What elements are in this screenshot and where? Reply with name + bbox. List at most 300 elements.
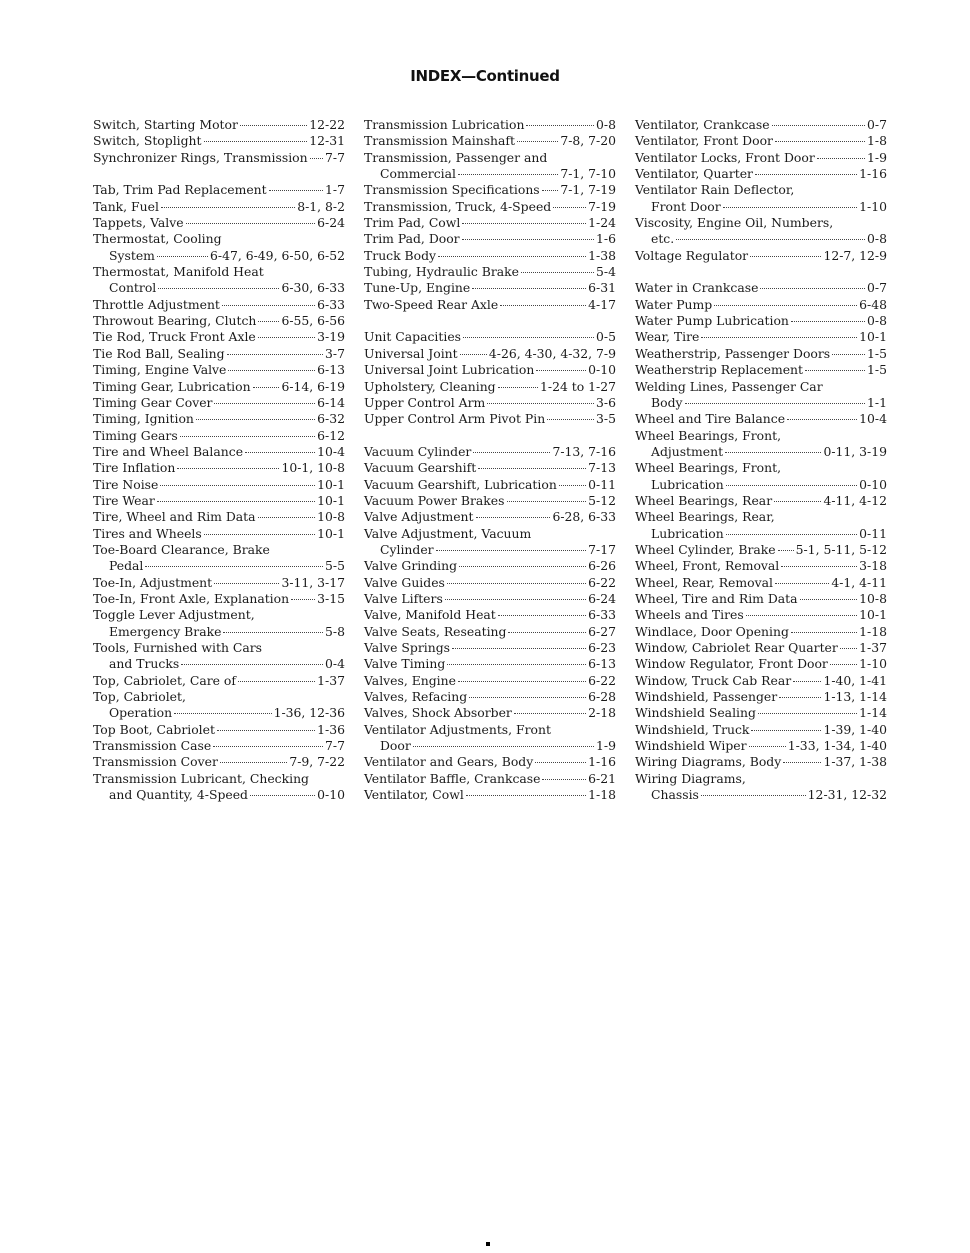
index-entry (364, 558, 616, 574)
page-reference: 6-28 (588, 689, 616, 705)
index-term: Windshield Sealing (635, 705, 756, 721)
page-reference: 1-36 (317, 721, 345, 737)
page-reference: 12-31 (309, 133, 345, 149)
index-entry (93, 280, 345, 296)
dot-leader (685, 403, 866, 404)
page-mark (486, 1242, 490, 1246)
index-entry (93, 444, 345, 460)
page-reference: 7-1, 7-10 (560, 166, 616, 182)
dot-leader (772, 125, 865, 126)
dot-leader (542, 779, 586, 780)
index-term: and Trucks (109, 656, 180, 672)
dot-leader (269, 190, 323, 191)
index-term: Ventilator, Front Door (635, 133, 773, 149)
page-reference: 0-10 (317, 787, 345, 803)
page-reference: 3-19 (317, 329, 345, 345)
index-entry (364, 722, 616, 738)
index-entry (635, 428, 887, 444)
index-entry (93, 542, 345, 558)
index-term: Wheel, Tire and Rim Data (635, 590, 798, 606)
index-term: Upholstery, Cleaning (364, 378, 496, 394)
index-term: Water in Crankcase (635, 280, 759, 296)
index-term: Wheel, Front, Removal (635, 558, 780, 574)
index-term: Window, Cabriolet Rear Quarter (635, 640, 838, 655)
index-entry (635, 689, 887, 705)
page-reference: 4-11, 4-12 (823, 492, 887, 508)
index-term: Door (380, 738, 411, 754)
index-term: Valves, Engine (364, 672, 456, 688)
dot-leader (214, 583, 279, 584)
page-reference: 6-55, 6-56 (281, 313, 345, 329)
index-entry (93, 329, 345, 345)
page-reference: 6-22 (588, 672, 616, 688)
dot-leader (436, 550, 587, 551)
index-term: Throwout Bearing, Clutch (93, 313, 257, 329)
dot-leader (840, 648, 857, 649)
index-term: Upper Control Arm (364, 394, 486, 410)
dot-leader (514, 713, 586, 714)
index-entry (635, 313, 887, 329)
index-term: Window, Truck Cab Rear (635, 672, 792, 688)
page-reference: 12-7, 12-9 (823, 247, 887, 263)
index-entry (635, 133, 887, 149)
dot-leader (447, 583, 586, 584)
index-term: Valve, Manifold Heat (364, 607, 496, 623)
page-reference: 10-1 (317, 525, 345, 541)
index-term: Timing Gears (93, 427, 178, 443)
index-term: Top Boot, Cabriolet (93, 721, 215, 737)
index-column-2 (364, 117, 616, 803)
dot-leader (452, 648, 586, 649)
dot-leader (783, 762, 821, 763)
index-entry (635, 477, 887, 493)
page-reference: 6-21 (588, 770, 616, 786)
index-entry (364, 656, 616, 672)
dot-leader (258, 337, 315, 338)
index-term: Toe-In, Adjustment (93, 574, 213, 590)
index-entry (364, 199, 616, 215)
index-term: Water Pump Lubrication (635, 313, 789, 329)
index-entry (93, 738, 345, 754)
dot-leader (778, 550, 794, 551)
index-entry (635, 395, 887, 411)
index-term: Wear, Tire (635, 329, 700, 345)
index-term: Valve Guides (364, 574, 445, 590)
page-reference: 10-1 (317, 492, 345, 508)
index-entry (364, 477, 616, 493)
index-entry (93, 787, 345, 803)
index-term: Valves, Shock Absorber (364, 705, 512, 721)
dot-leader (476, 517, 551, 518)
index-entry (635, 640, 887, 656)
page-reference: 3-5 (596, 411, 616, 427)
index-term: Vacuum Power Brakes (364, 492, 505, 508)
index-term: Valve Grinding (364, 558, 458, 574)
page-reference: 1-9 (596, 738, 616, 754)
dot-leader (181, 664, 323, 665)
page-reference: 7-7 (325, 738, 345, 754)
dot-leader (160, 485, 315, 486)
page-reference: 7-1, 7-19 (560, 182, 616, 198)
index-entry (635, 117, 887, 133)
dot-leader (478, 468, 586, 469)
dot-leader (258, 321, 279, 322)
dot-leader (508, 632, 586, 633)
index-entry (93, 771, 345, 787)
index-entry (364, 379, 616, 395)
index-term: Wiring Diagrams, Body (635, 754, 782, 770)
index-entry (635, 624, 887, 640)
index-term: Timing, Engine Valve (93, 362, 227, 378)
index-term: Welding Lines, Passenger Car (635, 378, 823, 394)
index-entry (364, 215, 616, 231)
index-entry (364, 133, 616, 149)
dot-leader (726, 485, 857, 486)
index-entry (635, 182, 887, 198)
page-reference: 3-6 (596, 394, 616, 410)
index-entry (635, 215, 887, 231)
index-column-1 (93, 117, 345, 803)
index-term: Front Door (651, 198, 721, 214)
page-reference: 0-8 (596, 117, 616, 132)
dot-leader (291, 599, 315, 600)
index-term: Transmission Case (93, 738, 212, 754)
dot-leader (245, 452, 315, 453)
index-entry (93, 722, 345, 738)
dot-leader (542, 190, 559, 191)
index-term: Adjustment (651, 443, 724, 459)
index-term: Vacuum Gearshift, Lubrication (364, 476, 557, 492)
dot-leader (553, 207, 586, 208)
index-entry (635, 754, 887, 770)
index-entry (93, 509, 345, 525)
page-reference: 6-33 (588, 607, 616, 623)
dot-leader (830, 664, 857, 665)
page-reference: 7-19 (588, 198, 616, 214)
index-term: Operation (109, 705, 173, 721)
index-term: Windshield Wiper (635, 738, 747, 754)
index-entry (93, 607, 345, 623)
index-entry (93, 493, 345, 509)
index-term: Cylinder (380, 541, 434, 557)
dot-leader (725, 452, 821, 453)
index-entry (93, 199, 345, 215)
index-entry (635, 460, 887, 476)
index-term: and Quantity, 4-Speed (109, 787, 248, 803)
page-reference: 6-14 (317, 394, 345, 410)
index-entry (364, 362, 616, 378)
index-entry (93, 558, 345, 574)
index-entry (635, 329, 887, 345)
index-term: Switch, Starting Motor (93, 117, 238, 132)
index-entry (93, 248, 345, 264)
page-reference: 1-37 (859, 640, 887, 655)
index-term: Top, Cabriolet, (93, 689, 186, 705)
dot-leader (500, 305, 586, 306)
index-term: Viscosity, Engine Oil, Numbers, (635, 215, 834, 231)
index-entry (93, 689, 345, 705)
page-reference: 1-10 (859, 198, 887, 214)
page-reference: 1-37, 1-38 (823, 754, 887, 770)
index-entry (93, 754, 345, 770)
dot-leader (746, 615, 857, 616)
index-term: Valve Lifters (364, 590, 443, 606)
index-term: Two-Speed Rear Axle (364, 296, 499, 312)
page-reference: 6-30, 6-33 (281, 280, 345, 296)
index-term: Commercial (380, 166, 456, 182)
dot-leader (213, 746, 323, 747)
index-term: Transmission Specifications (364, 182, 540, 198)
index-entry (635, 493, 887, 509)
index-entry (364, 182, 616, 198)
index-entry (93, 264, 345, 280)
page-reference: 10-1 (317, 476, 345, 492)
index-entry (635, 411, 887, 427)
page-reference: 3-7 (325, 345, 345, 361)
index-term: Control (109, 280, 157, 296)
index-term: Top, Cabriolet, Care of (93, 672, 236, 688)
index-entry (364, 395, 616, 411)
dot-leader (413, 746, 594, 747)
index-term: Truck Body (364, 247, 437, 263)
page-reference: 1-6 (596, 231, 616, 247)
index-entry (364, 297, 616, 313)
index-entry (93, 526, 345, 542)
dot-leader (701, 337, 857, 338)
index-entry (635, 379, 887, 395)
dot-leader (459, 566, 586, 567)
dot-leader (222, 305, 315, 306)
page-reference: 2-18 (588, 705, 616, 721)
index-entry (364, 493, 616, 509)
index-term: Trim Pad, Door (364, 231, 460, 247)
page-reference: 1-8 (867, 133, 887, 149)
dot-leader (196, 419, 315, 420)
index-term: Weatherstrip Replacement (635, 362, 804, 378)
index-term: Valve Timing (364, 656, 446, 672)
page-reference: 1-24 (588, 215, 616, 231)
page-reference: 4-26, 4-30, 4-32, 7-9 (488, 345, 616, 361)
index-entry (364, 231, 616, 247)
dot-leader (805, 370, 865, 371)
dot-leader (755, 174, 857, 175)
index-entry (364, 117, 616, 133)
page-reference: 6-24 (588, 590, 616, 606)
index-term: Ventilator, Crankcase (635, 117, 770, 132)
page-reference: 3-15 (317, 590, 345, 606)
index-term: Wiring Diagrams, (635, 770, 746, 786)
page-reference: 7-7 (325, 149, 345, 165)
index-entry (635, 362, 887, 378)
letter-group-spacer (364, 428, 616, 444)
page-reference: 6-27 (588, 623, 616, 639)
dot-leader (800, 599, 858, 600)
index-term: Upper Control Arm Pivot Pin (364, 411, 546, 427)
index-entry (93, 591, 345, 607)
index-entry (364, 526, 616, 542)
index-entry (364, 754, 616, 770)
index-entry (635, 150, 887, 166)
dot-leader (791, 632, 857, 633)
dot-leader (145, 566, 323, 567)
index-entry (93, 346, 345, 362)
index-entry (364, 575, 616, 591)
index-term: Thermostat, Manifold Heat (93, 264, 264, 280)
index-entry (93, 297, 345, 313)
letter-group-spacer (635, 264, 887, 280)
index-entry (635, 166, 887, 182)
page-reference: 1-16 (588, 754, 616, 770)
dot-leader (723, 207, 858, 208)
dot-leader (701, 795, 806, 796)
dot-leader (217, 730, 315, 731)
index-term: Transmission, Passenger and (364, 149, 548, 165)
dot-leader (463, 337, 594, 338)
page-reference: 1-24 to 1-27 (540, 378, 616, 394)
index-entry (635, 558, 887, 574)
index-entry (93, 362, 345, 378)
dot-leader (758, 713, 857, 714)
index-entry (635, 722, 887, 738)
page-reference: 6-33 (317, 296, 345, 312)
page-reference: 1-14 (859, 705, 887, 721)
page-reference: 1-33, 1-34, 1-40 (787, 738, 887, 754)
index-entry (635, 199, 887, 215)
dot-leader (472, 288, 586, 289)
index-entry (93, 460, 345, 476)
dot-leader (460, 354, 487, 355)
dot-leader (174, 713, 271, 714)
page-reference: 1-39, 1-40 (823, 721, 887, 737)
index-entry (364, 166, 616, 182)
index-term: Tires and Wheels (93, 525, 202, 541)
page-reference: 6-32 (317, 411, 345, 427)
page-reference: 10-1 (859, 329, 887, 345)
dot-leader (458, 681, 586, 682)
page-reference: 6-13 (588, 656, 616, 672)
index-entry (635, 787, 887, 803)
page-reference: 5-8 (325, 623, 345, 639)
index-term: Wheel Bearings, Rear (635, 492, 773, 508)
index-entry (364, 150, 616, 166)
page-reference: 1-9 (867, 149, 887, 165)
index-entry (93, 428, 345, 444)
index-entry (93, 395, 345, 411)
page-reference: 0-8 (867, 313, 887, 329)
page-reference: 6-48 (859, 296, 887, 312)
page-reference: 12-22 (309, 117, 345, 132)
index-entry (635, 738, 887, 754)
index-entry (93, 705, 345, 721)
index-entry (364, 640, 616, 656)
page-reference: 1-40, 1-41 (823, 672, 887, 688)
index-term: Ventilator Baffle, Crankcase (364, 770, 541, 786)
index-term: Ventilator Locks, Front Door (635, 149, 815, 165)
index-entry (364, 509, 616, 525)
page-reference: 3-11, 3-17 (281, 574, 345, 590)
index-entry (364, 673, 616, 689)
index-term: Ventilator, Cowl (364, 787, 464, 803)
index-term: Wheels and Tires (635, 607, 744, 623)
index-entry (93, 640, 345, 656)
index-term: Body (651, 394, 683, 410)
dot-leader (469, 697, 586, 698)
dot-leader (220, 762, 287, 763)
page-reference: 6-47, 6-49, 6-50, 6-52 (210, 247, 345, 263)
dot-leader (787, 419, 857, 420)
index-term: Wheel Bearings, Front, (635, 427, 782, 443)
page-reference: 7-13, 7-16 (552, 443, 616, 459)
index-term: Transmission Lubrication (364, 117, 525, 132)
page-reference: 10-1, 10-8 (281, 460, 345, 476)
dot-leader (774, 501, 821, 502)
index-entry (635, 509, 887, 525)
dot-leader (438, 256, 586, 257)
index-term: Voltage Regulator (635, 247, 749, 263)
index-entry (93, 379, 345, 395)
dot-leader (310, 158, 323, 159)
index-term: Timing, Ignition (93, 411, 194, 427)
dot-leader (714, 305, 857, 306)
index-term: Thermostat, Cooling (93, 231, 222, 247)
index-entry (93, 673, 345, 689)
dot-leader (791, 321, 865, 322)
index-entry (364, 329, 616, 345)
index-entry (635, 673, 887, 689)
index-entry (364, 705, 616, 721)
index-entry (635, 248, 887, 264)
index-term: Unit Capacities (364, 329, 462, 345)
index-term: System (109, 247, 155, 263)
dot-leader (521, 272, 594, 273)
index-term: Tab, Trim Pad Replacement (93, 182, 267, 198)
page-reference: 0-7 (867, 280, 887, 296)
dot-leader (507, 501, 587, 502)
dot-leader (250, 795, 315, 796)
index-entry (635, 542, 887, 558)
dot-leader (180, 436, 315, 437)
index-entry (364, 248, 616, 264)
index-entry (635, 607, 887, 623)
page-reference: 10-4 (317, 443, 345, 459)
page-reference: 1-10 (859, 656, 887, 672)
index-term: Wheel Cylinder, Brake (635, 541, 776, 557)
dot-leader (466, 795, 586, 796)
index-term: Throttle Adjustment (93, 296, 220, 312)
index-entry (93, 477, 345, 493)
dot-leader (750, 256, 821, 257)
index-term: etc. (651, 231, 675, 247)
index-term: Weatherstrip, Passenger Doors (635, 345, 831, 361)
dot-leader (781, 566, 857, 567)
dot-leader (775, 583, 829, 584)
index-entry (635, 575, 887, 591)
page-reference: 7-9, 7-22 (289, 754, 345, 770)
dot-leader (177, 468, 279, 469)
index-term: Synchronizer Rings, Transmission (93, 149, 308, 165)
dot-leader (517, 141, 558, 142)
dot-leader (473, 452, 550, 453)
index-term: Trim Pad, Cowl (364, 215, 461, 231)
index-term: Tubing, Hydraulic Brake (364, 264, 520, 280)
index-entry (364, 444, 616, 460)
dot-leader (204, 141, 308, 142)
dot-leader (535, 762, 586, 763)
index-term: Windlace, Door Opening (635, 623, 789, 639)
dot-leader (204, 534, 315, 535)
index-term: Transmission Lubricant, Checking (93, 770, 309, 786)
page-reference: 7-8, 7-20 (560, 133, 616, 149)
